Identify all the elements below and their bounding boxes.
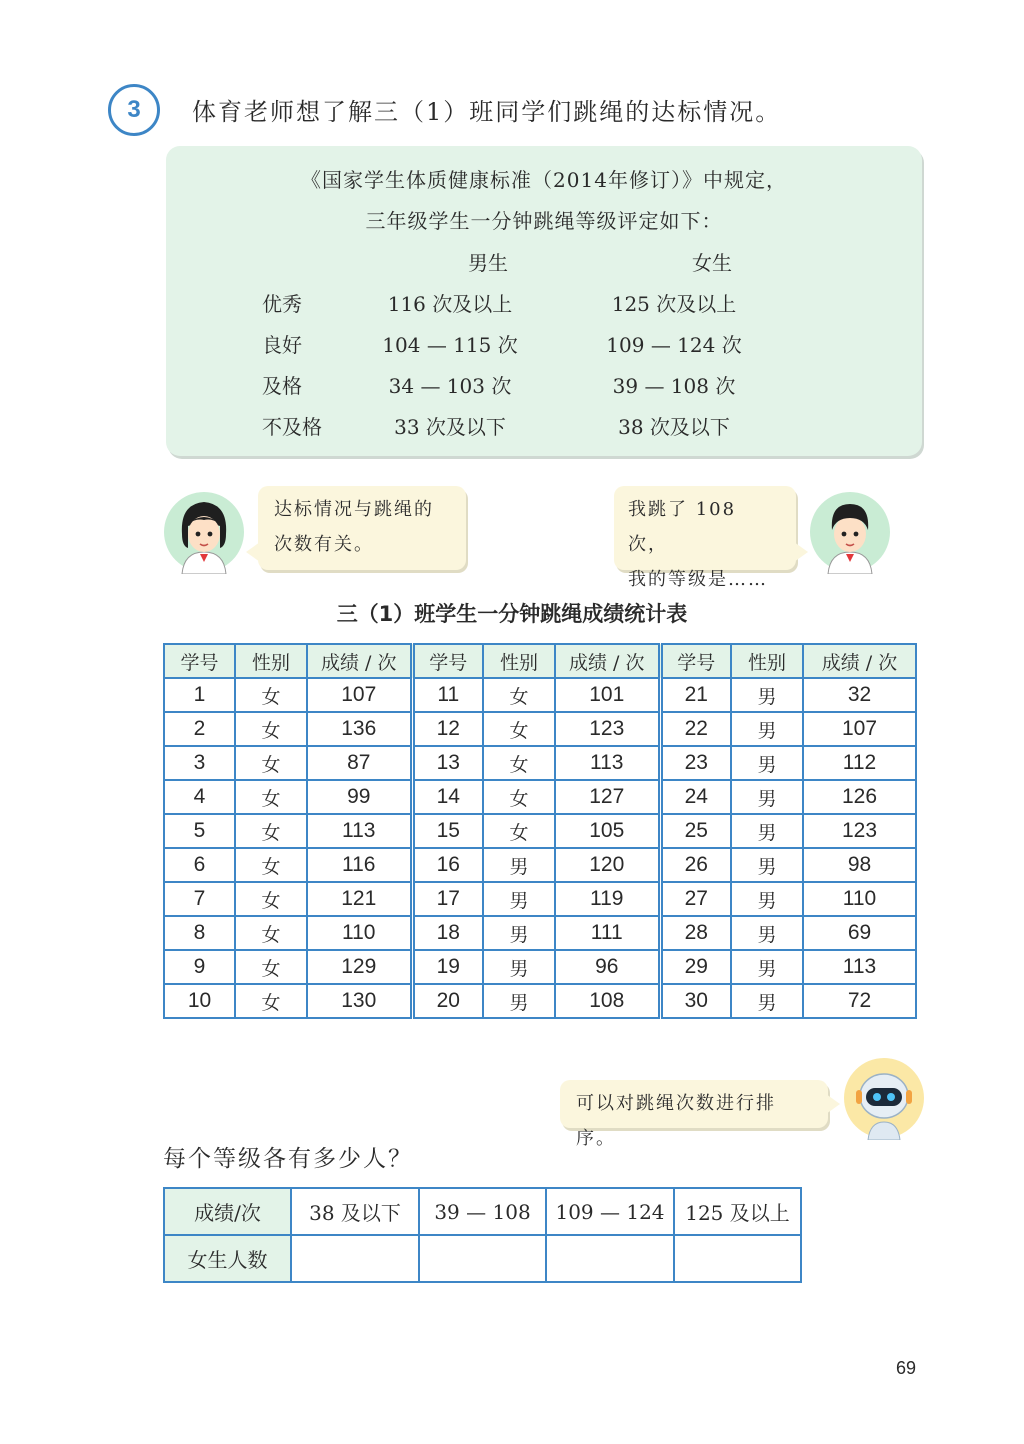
score: 127 xyxy=(555,780,660,814)
score: 72 xyxy=(803,984,916,1018)
gender: 女 xyxy=(235,984,307,1018)
standard-level: 良好 xyxy=(262,333,302,357)
robot-avatar xyxy=(842,1056,926,1140)
gender: 女 xyxy=(483,678,555,712)
student-id: 23 xyxy=(660,746,731,780)
robot-speech-bubble xyxy=(560,1080,828,1149)
score: 121 xyxy=(307,882,412,916)
gender: 女 xyxy=(235,814,307,848)
student-id: 3 xyxy=(164,746,235,780)
header-student-id: 学号 xyxy=(164,644,235,678)
score: 136 xyxy=(307,712,412,746)
score: 111 xyxy=(555,916,660,950)
standard-boys-value: 34 — 103 次 xyxy=(388,374,512,398)
student-id: 15 xyxy=(412,814,483,848)
table-row xyxy=(164,678,916,712)
header-gender: 性别 xyxy=(731,644,803,678)
standard-header-boys: 男生 xyxy=(468,251,508,275)
gender: 男 xyxy=(731,678,803,712)
student-id: 2 xyxy=(164,712,235,746)
score: 112 xyxy=(803,746,916,780)
student-id: 10 xyxy=(164,984,235,1018)
standard-box xyxy=(166,146,922,456)
question-text: 每个等级各有多少人？ xyxy=(163,1146,413,1172)
student-id: 11 xyxy=(412,678,483,712)
table-title: 三（1）班学生一分钟跳绳成绩统计表 xyxy=(336,602,688,626)
score: 113 xyxy=(307,814,412,848)
table-row xyxy=(164,984,916,1018)
score: 123 xyxy=(803,814,916,848)
count-table-girls-row xyxy=(164,1235,801,1282)
score: 108 xyxy=(555,984,660,1018)
gender: 男 xyxy=(483,882,555,916)
student-id: 30 xyxy=(660,984,731,1018)
standard-boys-value: 33 次及以下 xyxy=(394,415,506,439)
standard-line-1: 《国家学生体质健康标准（2014年修订）》中规定， xyxy=(301,168,787,192)
score: 119 xyxy=(555,882,660,916)
student-id: 8 xyxy=(164,916,235,950)
student-id: 20 xyxy=(412,984,483,1018)
gender: 女 xyxy=(235,882,307,916)
gender: 女 xyxy=(483,814,555,848)
student-id: 26 xyxy=(660,848,731,882)
table-row xyxy=(164,780,916,814)
score: 96 xyxy=(555,950,660,984)
gender: 男 xyxy=(731,916,803,950)
score: 98 xyxy=(803,848,916,882)
student-id: 29 xyxy=(660,950,731,984)
girl-avatar xyxy=(162,490,246,574)
count-range: 38 及以下 xyxy=(291,1188,419,1235)
gender: 女 xyxy=(483,746,555,780)
header-student-id: 学号 xyxy=(412,644,483,678)
student-id: 28 xyxy=(660,916,731,950)
problem-text: 体育老师想了解三（1）班同学们跳绳的达标情况。 xyxy=(192,98,782,126)
count-range: 109 — 124 xyxy=(546,1188,674,1235)
score: 107 xyxy=(307,678,412,712)
score: 101 xyxy=(555,678,660,712)
boy-speech-line-2: 我的等级是…… xyxy=(628,569,768,590)
student-id: 6 xyxy=(164,848,235,882)
score: 129 xyxy=(307,950,412,984)
standard-line-2: 三年级学生一分钟跳绳等级评定如下： xyxy=(365,209,723,233)
standard-girls-value: 39 — 108 次 xyxy=(612,374,736,398)
student-id: 16 xyxy=(412,848,483,882)
gender: 女 xyxy=(235,746,307,780)
standard-girls-value: 125 次及以上 xyxy=(611,292,737,316)
header-score: 成绩 / 次 xyxy=(307,644,412,678)
header-score: 成绩 / 次 xyxy=(803,644,916,678)
gender: 男 xyxy=(731,814,803,848)
student-id: 25 xyxy=(660,814,731,848)
gender: 女 xyxy=(483,780,555,814)
gender: 女 xyxy=(235,678,307,712)
count-blank-cell[interactable] xyxy=(291,1235,419,1282)
gender: 男 xyxy=(731,712,803,746)
gender: 男 xyxy=(731,984,803,1018)
header-gender: 性别 xyxy=(483,644,555,678)
score: 113 xyxy=(803,950,916,984)
table-row xyxy=(164,950,916,984)
score: 113 xyxy=(555,746,660,780)
robot-speech-text: 可以对跳绳次数进行排序。 xyxy=(576,1093,776,1149)
problem-number: 3 xyxy=(127,96,141,123)
table-header-row xyxy=(164,644,916,678)
girl-speech-line-1: 达标情况与跳绳的 xyxy=(274,499,434,520)
standard-girls-value: 109 — 124 次 xyxy=(606,333,742,357)
count-range: 39 — 108 xyxy=(419,1188,546,1235)
gender: 男 xyxy=(483,984,555,1018)
standard-boys-value: 116 次及以上 xyxy=(387,292,513,316)
gender: 男 xyxy=(731,882,803,916)
boy-avatar xyxy=(808,490,892,574)
standard-girls-value: 38 次及以下 xyxy=(618,415,730,439)
score: 107 xyxy=(803,712,916,746)
gender: 女 xyxy=(235,780,307,814)
count-blank-cell[interactable] xyxy=(674,1235,801,1282)
standard-level: 及格 xyxy=(262,374,302,398)
student-id: 27 xyxy=(660,882,731,916)
student-id: 4 xyxy=(164,780,235,814)
girl-speech-bubble xyxy=(258,486,466,570)
student-id: 5 xyxy=(164,814,235,848)
count-table-header-row xyxy=(164,1188,801,1235)
grade-count-table xyxy=(163,1187,802,1283)
gender: 男 xyxy=(731,848,803,882)
count-header-score: 成绩/次 xyxy=(164,1188,291,1235)
score: 120 xyxy=(555,848,660,882)
score: 110 xyxy=(803,882,916,916)
gender: 男 xyxy=(731,746,803,780)
score: 105 xyxy=(555,814,660,848)
score: 87 xyxy=(307,746,412,780)
gender: 女 xyxy=(235,712,307,746)
student-id: 1 xyxy=(164,678,235,712)
score: 123 xyxy=(555,712,660,746)
score: 110 xyxy=(307,916,412,950)
student-id: 17 xyxy=(412,882,483,916)
count-range: 125 及以上 xyxy=(674,1188,801,1235)
count-header-girls: 女生人数 xyxy=(164,1235,291,1282)
header-student-id: 学号 xyxy=(660,644,731,678)
student-id: 9 xyxy=(164,950,235,984)
student-id: 18 xyxy=(412,916,483,950)
problem-number-badge xyxy=(108,84,160,136)
score: 32 xyxy=(803,678,916,712)
standard-boys-value: 104 — 115 次 xyxy=(382,333,518,357)
jump-rope-score-table xyxy=(163,643,917,1019)
table-row xyxy=(164,814,916,848)
header-score: 成绩 / 次 xyxy=(555,644,660,678)
student-id: 14 xyxy=(412,780,483,814)
header-gender: 性别 xyxy=(235,644,307,678)
table-row xyxy=(164,848,916,882)
student-id: 24 xyxy=(660,780,731,814)
gender: 男 xyxy=(731,950,803,984)
page-number: 69 xyxy=(896,1358,917,1378)
student-id: 21 xyxy=(660,678,731,712)
gender: 男 xyxy=(483,848,555,882)
count-blank-cell[interactable] xyxy=(419,1235,546,1282)
score: 99 xyxy=(307,780,412,814)
student-id: 13 xyxy=(412,746,483,780)
gender: 男 xyxy=(483,916,555,950)
table-row xyxy=(164,916,916,950)
boy-speech-bubble xyxy=(614,486,796,590)
student-id: 19 xyxy=(412,950,483,984)
standard-header-girls: 女生 xyxy=(692,251,732,275)
table-row xyxy=(164,712,916,746)
student-id: 22 xyxy=(660,712,731,746)
count-blank-cell[interactable] xyxy=(546,1235,674,1282)
gender: 女 xyxy=(483,712,555,746)
gender: 女 xyxy=(235,950,307,984)
table-row xyxy=(164,882,916,916)
gender: 女 xyxy=(235,848,307,882)
score: 126 xyxy=(803,780,916,814)
student-id: 12 xyxy=(412,712,483,746)
gender: 男 xyxy=(483,950,555,984)
table-row xyxy=(164,746,916,780)
score: 116 xyxy=(307,848,412,882)
standard-level: 不及格 xyxy=(262,415,322,439)
standard-level: 优秀 xyxy=(262,292,302,316)
score: 130 xyxy=(307,984,412,1018)
score: 69 xyxy=(803,916,916,950)
gender: 女 xyxy=(235,916,307,950)
boy-speech-line-1: 我跳了 108 次， xyxy=(628,499,737,555)
student-id: 7 xyxy=(164,882,235,916)
gender: 男 xyxy=(731,780,803,814)
girl-speech-line-2: 次数有关。 xyxy=(274,534,374,555)
